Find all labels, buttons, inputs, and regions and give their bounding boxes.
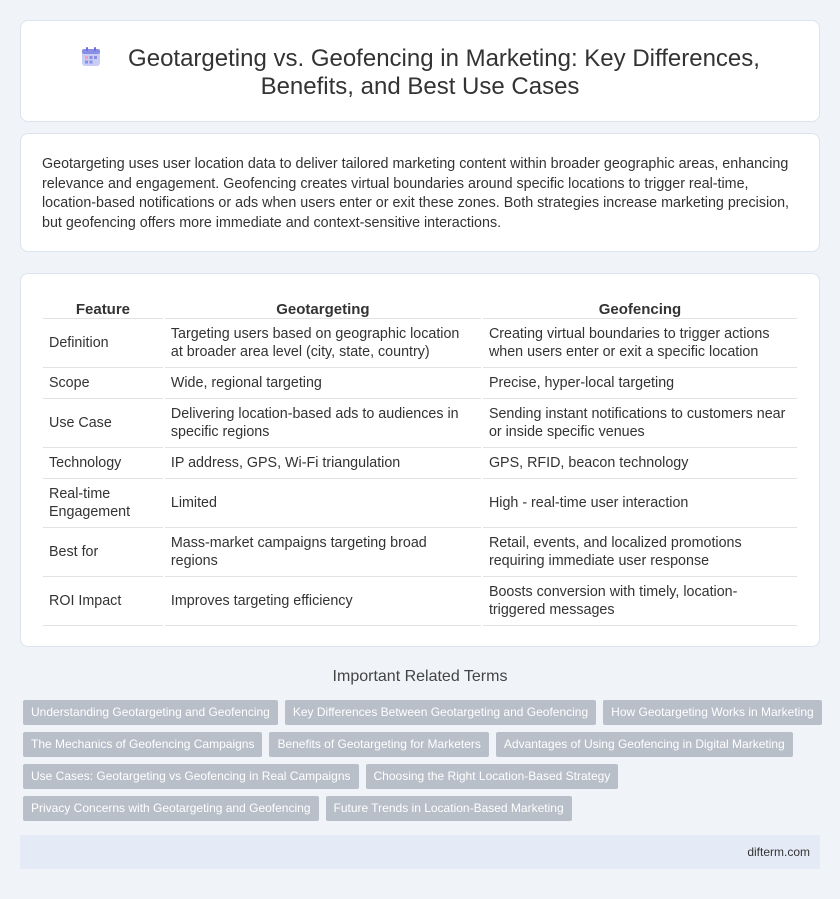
table-cell: Boosts conversion with timely, location-triggered messages [483, 577, 797, 626]
table-row [43, 479, 797, 528]
page-title-block [21, 45, 819, 101]
intro-card [20, 133, 820, 252]
table-cell: Wide, regional targeting [165, 368, 481, 399]
table-row [43, 319, 797, 368]
table-row [43, 577, 797, 626]
table-cell: Precise, hyper-local targeting [483, 368, 797, 399]
table-cell: Sending instant notifications to customers near or inside specific venues [483, 399, 797, 448]
comparison-table [41, 297, 799, 626]
table-cell: High - real-time user interaction [483, 479, 797, 528]
table-cell: GPS, RFID, beacon technology [483, 448, 797, 479]
table-cell: Mass-market campaigns targeting broad regions [165, 528, 481, 577]
table-cell: Real-time Engagement [43, 479, 163, 528]
related-term-tag[interactable]: Benefits of Geotargeting for Marketers [269, 732, 488, 757]
table-cell: Best for [43, 528, 163, 577]
related-term-tag[interactable]: How Geotargeting Works in Marketing [603, 700, 822, 725]
table-cell: ROI Impact [43, 577, 163, 626]
title-line-1: Geotargeting vs. Geofencing in Marketing: Key Differences, [128, 45, 760, 72]
header-feature: Feature [43, 297, 163, 319]
related-term-tag[interactable]: The Mechanics of Geofencing Campaigns [23, 732, 262, 757]
table-cell: Definition [43, 319, 163, 368]
tag-row [23, 700, 823, 725]
footer [20, 835, 820, 869]
table-cell: IP address, GPS, Wi-Fi triangulation [165, 448, 481, 479]
table-row [43, 448, 797, 479]
footer-site-link[interactable]: difterm.com [747, 845, 810, 859]
tag-row [23, 732, 823, 757]
table-cell: Creating virtual boundaries to trigger actions when users enter or exit a specific location [483, 319, 797, 368]
table-row [43, 528, 797, 577]
related-term-tag[interactable]: Use Cases: Geotargeting vs Geofencing in Real Campaigns [23, 764, 359, 789]
table-cell: Delivering location-based ads to audiences in specific regions [165, 399, 481, 448]
table-cell: Retail, events, and localized promotions requiring immediate user response [483, 528, 797, 577]
header-geotargeting: Geotargeting [165, 297, 481, 319]
related-term-tag[interactable]: Understanding Geotargeting and Geofencing [23, 700, 278, 725]
table-cell: Limited [165, 479, 481, 528]
table-row [43, 368, 797, 399]
related-term-tag[interactable]: Choosing the Right Location-Based Strategy [366, 764, 619, 789]
table-cell: Targeting users based on geographic location at broader area level (city, state, country) [165, 319, 481, 368]
tag-row [23, 796, 823, 821]
related-term-tag[interactable]: Key Differences Between Geotargeting and Geofencing [285, 700, 596, 725]
related-terms-title: Important Related Terms [332, 668, 508, 685]
related-terms-list [23, 700, 823, 828]
intro-paragraph: Geotargeting uses user location data to deliver tailored marketing content within broader geographic areas, enhancing relevance and engagement. Geofencing creates virtual boundaries around specific locations to trigger real-time, location-based notifications or ads when users enter or exit these zones. Both strategies increase marketing precision, but geofencing offers more immediate and context-sensitive interactions. [42, 156, 790, 231]
related-term-tag[interactable]: Future Trends in Location-Based Marketing [326, 796, 572, 821]
related-term-tag[interactable]: Privacy Concerns with Geotargeting and Geofencing [23, 796, 319, 821]
table-header-row [43, 297, 797, 319]
tag-row [23, 764, 823, 789]
table-cell: Improves targeting efficiency [165, 577, 481, 626]
comparison-card [20, 273, 820, 647]
header-geofencing: Geofencing [483, 297, 797, 319]
header-card [20, 20, 820, 122]
table-cell: Scope [43, 368, 163, 399]
page-title [21, 45, 819, 101]
table-cell: Technology [43, 448, 163, 479]
table-cell: Use Case [43, 399, 163, 448]
calendar-icon [80, 46, 102, 68]
related-term-tag[interactable]: Advantages of Using Geofencing in Digital Marketing [496, 732, 793, 757]
table-row [43, 399, 797, 448]
title-line-2: Benefits, and Best Use Cases [260, 73, 580, 100]
